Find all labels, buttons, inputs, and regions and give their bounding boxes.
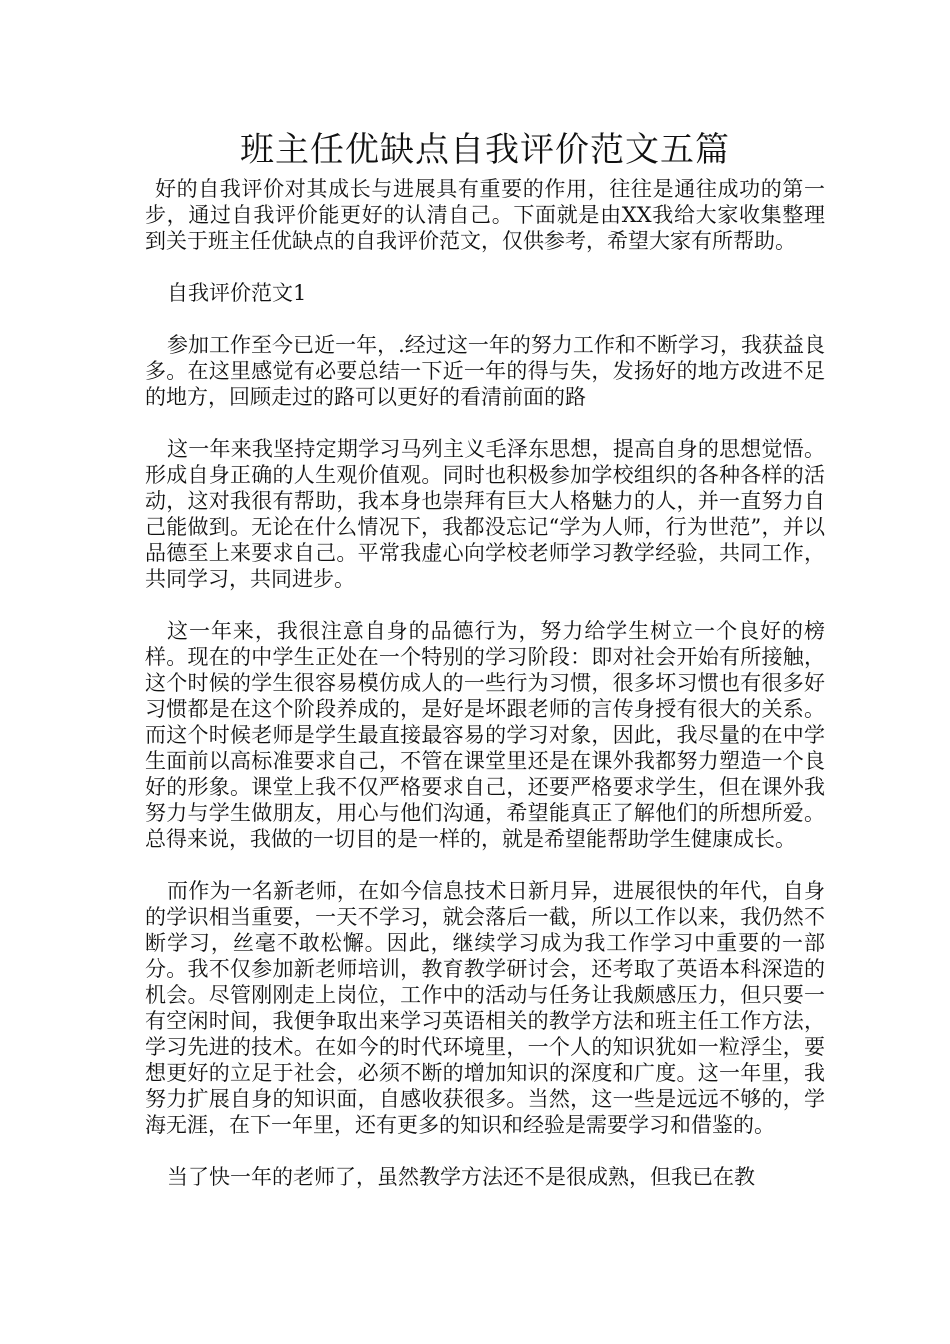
body-paragraph-4: 而作为一名新老师，在如今信息技术日新月异，进展很快的年代，自身的学识相当重要，一天不学习，就会落后一截，所以工作以来，我仍然不断学习，丝毫不敢松懈。因此，继续学习成为我工作学习中重要的一部分。我不仅参加新老师培训，教育教学研讨会，还考取了英语本科深造的机会。尽管刚刚走上岗位，工作中的活动与任务让我颇感压力，但只要一有空闲时间，我便争取出来学习英语相关的教学方法和班主任工作方法，学习先进的技术。在如今的时代环境里，一个人的知识犹如一粒浮尘，要想更好的立足于社会，必须不断的增加知识的深度和广度。这一年里，我努力扩展自身的知识面，自感收获很多。当然，这一些是远远不够的，学海无涯，在下一年里，还有更多的知识和经验是需要学习和借鉴的。: [145, 879, 825, 1137]
paragraph-gap: [145, 1138, 825, 1164]
body-paragraph-2: 这一年来我坚持定期学习马列主义毛泽东思想，提高自身的思想觉悟。形成自身正确的人生观价值观。同时也积极参加学校组织的各种各样的活动，这对我很有帮助，我本身也崇拜有巨大人格魅力的人，并一直努力自己能做到。无论在什么情况下，我都没忘记“学为人师，行为世范”，并以品德至上来要求自己。平常我虚心向学校老师学习教学经验，共同工作，共同学习，共同进步。: [145, 437, 825, 591]
paragraph-gap: [145, 254, 825, 280]
document-page: [145, 126, 825, 1190]
document-title: 班主任优缺点自我评价范文五篇: [240, 130, 730, 170]
body-paragraph-5: 当了快一年的老师了，虽然教学方法还不是很成熟，但我已在教: [167, 1165, 755, 1189]
paragraph-gap: [145, 306, 825, 332]
body-paragraph-3: 这一年来，我很注意自身的品德行为，努力给学生树立一个良好的榜样。现在的中学生正处在一个特别的学习阶段：即对社会开始有所接触，这个时候的学生很容易模仿成人的一些行为习惯，很多坏习惯也有很多好习惯都是在这个阶段养成的，是好是坏跟老师的言传身授有很大的关系。而这个时候老师是学生最直接最容易的学习对象，因此，我尽量的在中学生面前以高标准要求自己，不管在课堂里还是在课外我都努力塑造一个良好的形象。课堂上我不仅严格要求自己，还要严格要求学生，但在课外我努力与学生做朋友，用心与他们沟通，希望能真正了解他们的所想所爱。总得来说，我做的一切目的是一样的，就是希望能帮助学生健康成长。: [145, 619, 825, 851]
section-heading: 自我评价范文1: [167, 281, 307, 305]
paragraph-gap: [145, 852, 825, 878]
paragraph-gap: [145, 592, 825, 618]
body-paragraph-1: 参加工作至今已近一年，.经过这一年的努力工作和不断学习，我获益良多。在这里感觉有必要总结一下近一年的得与失，发扬好的地方改进不足的地方，回顾走过的路可以更好的看清前面的路: [145, 333, 825, 409]
intro-paragraph: 好的自我评价对其成长与进展具有重要的作用，往往是通往成功的第一步，通过自我评价能更好的认清自己。下面就是由XX我给大家收集整理到关于班主任优缺点的自我评价范文，仅供参考，希望大家有所帮助。: [145, 177, 825, 253]
paragraph-gap: [145, 410, 825, 436]
